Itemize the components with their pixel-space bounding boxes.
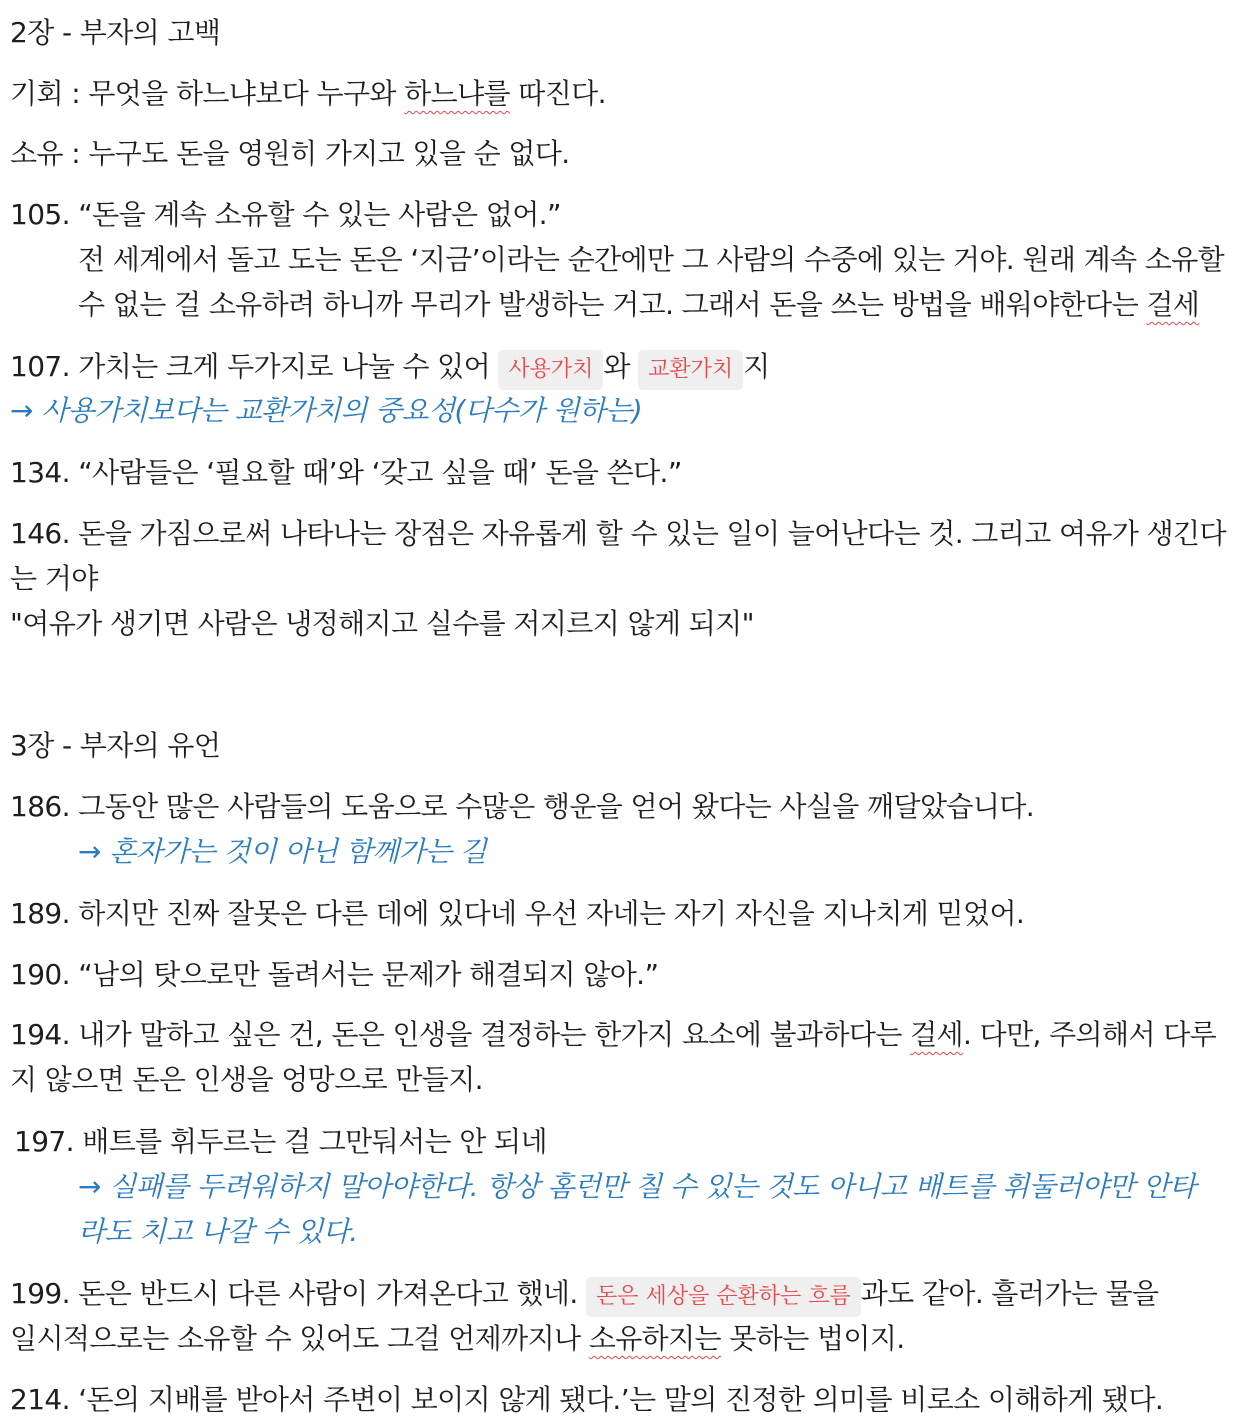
quote-107-text: 107. 가치는 크게 두가지로 나눌 수 있어 — [10, 350, 499, 383]
opportunity-line — [10, 74, 606, 114]
quote-199-text-2-end: 못하는 법이지. — [721, 1322, 905, 1355]
quote-107-line — [10, 347, 770, 390]
quote-190: 190. “남의 탓으로만 돌려서는 문제가 해결되지 않아.” — [10, 958, 659, 991]
chapter-3-title: 3장 - 부자의 유언 — [10, 729, 221, 762]
quote-197-note-1: → 실패를 두려워하지 말아야한다. 항상 홈런만 칠 수 있는 것도 아니고 배트를 휘둘러야만 안타 — [78, 1170, 1196, 1203]
quote-134: 134. “사람들은 ‘필요할 때’와 ‘갖고 싶을 때’ 돈을 쓴다.” — [10, 456, 682, 489]
quote-105-body-text: 수 없는 걸 소유하려 하니까 무리가 발생하는 거고. 그래서 돈을 쓰는 방법을 배워야한다는 — [78, 288, 1147, 321]
inline-code-exchange-value: 교환가치 — [638, 350, 743, 390]
quote-107-mid: 와 — [603, 350, 639, 383]
quote-146-line-1: 146. 돈을 가짐으로써 나타나는 장점은 자유롭게 할 수 있는 일이 늘어난다는 것. 그리고 여유가 생긴다 — [10, 517, 1226, 550]
spellcheck-word[interactable]: 소유하지는 — [588, 1322, 722, 1355]
quote-197-note-2: 라도 치고 나갈 수 있다. — [78, 1215, 358, 1248]
spellcheck-word[interactable]: 걸세 — [910, 1018, 964, 1051]
quote-199-text: 199. 돈은 반드시 다른 사람이 가져온다고 했네. — [10, 1277, 586, 1310]
opportunity-text-end: 따진다. — [509, 77, 606, 110]
ownership-line: 소유 : 누구도 돈을 영원히 가지고 있을 순 없다. — [10, 137, 570, 170]
quote-197-heading: 197. 배트를 휘두르는 걸 그만둬서는 안 되네 — [14, 1125, 547, 1158]
quote-214: 214. ‘돈의 지배를 받아서 주변이 보이지 않게 됐다.’는 말의 진정한 의미를 비로소 이해하게 됐다. — [10, 1383, 1164, 1416]
quote-199-text-2: 일시적으로는 소유할 수 있어도 그걸 언제까지나 — [10, 1322, 589, 1355]
quote-194-text: 194. 내가 말하고 싶은 건, 돈은 인생을 결정하는 한가지 요소에 불과하다는 — [10, 1018, 911, 1051]
quote-199-line-2 — [10, 1319, 905, 1359]
inline-code-use-value: 사용가치 — [498, 350, 603, 390]
quote-194-text-end: . 다만, 주의해서 다루 — [963, 1018, 1217, 1051]
quote-105-heading: 105. “돈을 계속 소유할 수 있는 사람은 없어.” — [10, 198, 561, 231]
spellcheck-word[interactable]: 하느냐를 — [404, 77, 510, 110]
quote-199-text-end: 과도 같아. 흘러가는 물을 — [860, 1277, 1159, 1310]
quote-199-line-1 — [10, 1274, 1158, 1317]
quote-194-line-1 — [10, 1015, 1216, 1055]
chapter-2-title: 2장 - 부자의 고백 — [10, 16, 221, 49]
quote-107-end: 지 — [743, 350, 770, 383]
quote-146-line-3: "여유가 생기면 사람은 냉정해지고 실수를 저지르지 않게 되지" — [10, 607, 754, 640]
quote-105-body-2 — [78, 285, 1199, 325]
quote-105-body-1: 전 세계에서 돌고 도는 돈은 ‘지금’이라는 순간에만 그 사람의 수중에 있는 거야. 원래 계속 소유할 — [78, 243, 1225, 276]
spellcheck-word[interactable]: 걸세 — [1146, 288, 1200, 321]
quote-186-note: → 혼자가는 것이 아닌 함께가는 길 — [78, 835, 487, 868]
quote-146-line-2: 는 거야 — [10, 562, 98, 595]
quote-189: 189. 하지만 진짜 잘못은 다른 데에 있다네 우선 자네는 자기 자신을 지나치게 믿었어. — [10, 897, 1025, 930]
quote-186-heading: 186. 그동안 많은 사람들의 도움으로 수많은 행운을 얻어 왔다는 사실을 깨달았습니다. — [10, 790, 1035, 823]
inline-code-money-flow: 돈은 세상을 순환하는 흐름 — [586, 1277, 861, 1317]
quote-194-line-2: 지 않으면 돈은 인생을 엉망으로 만들지. — [10, 1063, 483, 1096]
opportunity-text: 기회 : 무엇을 하느냐보다 누구와 — [10, 77, 405, 110]
quote-107-note: → 사용가치보다는 교환가치의 중요성(다수가 원하는) — [10, 394, 643, 427]
